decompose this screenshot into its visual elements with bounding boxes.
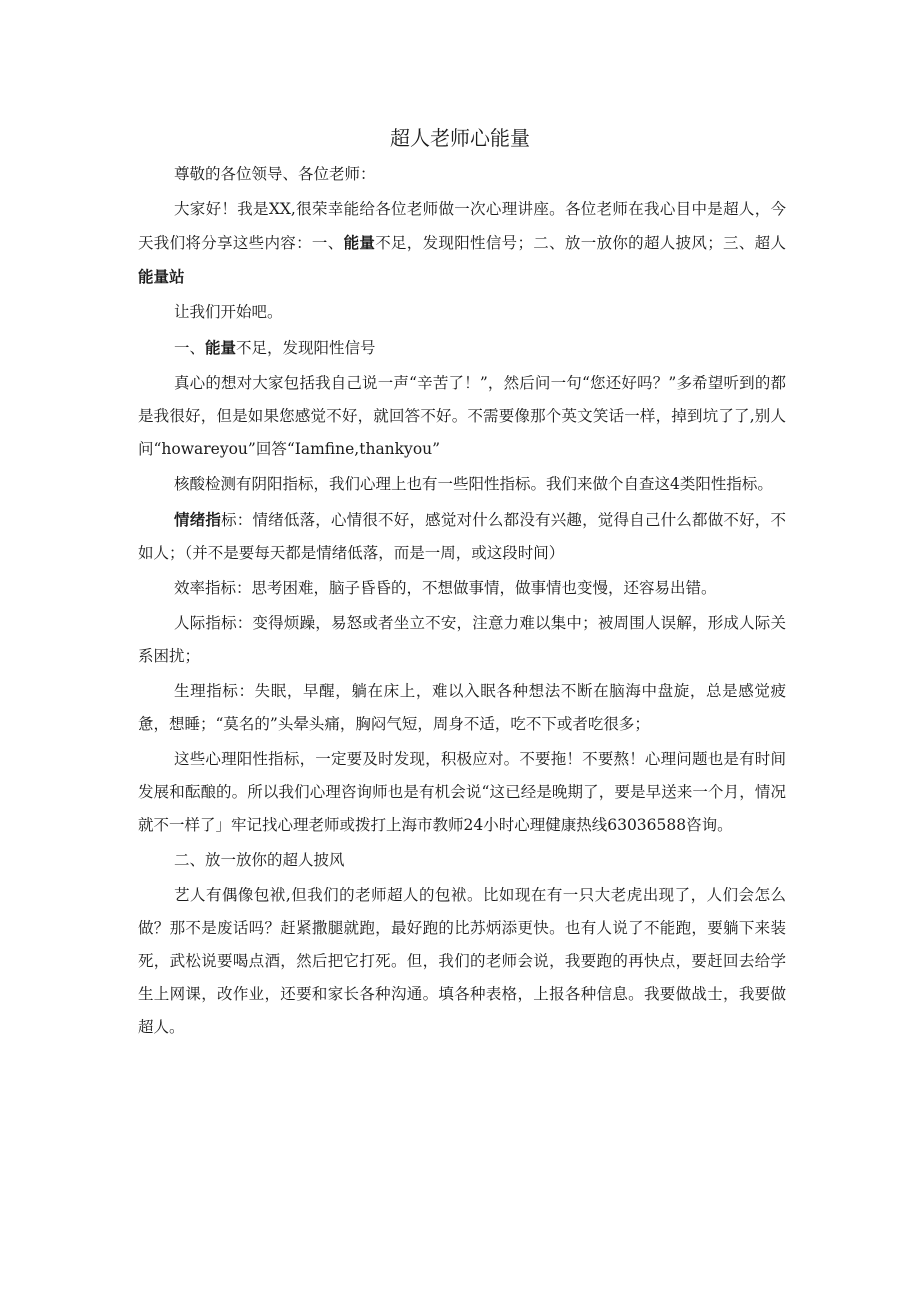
emotion-indicator-paragraph: 情绪指标：情绪低落，心情很不好，感觉对什么都没有兴趣，觉得自己什么都做不好，不如人；（并不是要每天都是情绪低落，而是一周，或这段时间） [138,510,786,562]
start-paragraph: 让我们开始吧。 [174,303,283,321]
greeting-paragraph: 尊敬的各位领导、各位老师： [174,165,376,183]
social-indicator-paragraph: 人际指标：变得烦躁，易怒或者坐立不安，注意力难以集中；被周围人误解，形成人际关系困扰； [138,614,786,665]
document-title: 超人老师心能量 [390,126,530,150]
superhero-cape-paragraph: 艺人有偶像包袱,但我们的老师超人的包袱。比如现在有一只大老虎出现了，人们会怎么做？那不是废话吗？赶紧撒腿就跑，最好跑的比苏炳添更快。也有人说了不能跑，要躺下来装死，武松说要喝点酒，然后把它打死。但，我们的老师会说，我要跑的再快点，要赶回去给学生上网课，改作业，还要和家长各种沟通。填各种表格，上报各种信息。我要做战士，我要做超人。 [138,886,786,1036]
section-heading-2: 二、放一放你的超人披风 [174,851,345,869]
timely-response-paragraph: 这些心理阳性指标，一定要及时发现，积极应对。不要拖！不要熬！心理问题也是有时间发展和酝酿的。所以我们心理咨询师也是有机会说“这已经是晚期了，要是早送来一个月，情况就不一样了」牢记找心理老师或拨打上海市教师24小时心理健康热线63036588咨询。 [138,750,786,834]
section-heading-1: 一、能量不足，发现阳性信号 [174,338,376,357]
document-body [138,158,786,1046]
efficiency-indicator-paragraph: 效率指标：思考困难，脑子昏昏的，不想做事情，做事情也变慢，还容易出错。 [174,579,717,597]
intro-paragraph: 大家好！我是XX,很荣幸能给各位老师做一次心理讲座。各位老师在我心目中是超人，今天我们将分享这些内容：一、能量不足，发现阳性信号；二、放一放你的超人披风；三、超人能量站 [138,200,786,286]
positive-indicators-paragraph: 核酸检测有阴阳指标，我们心理上也有一些阳性指标。我们来做个自查这4类阳性指标。 [174,475,773,493]
greeting-question-paragraph: 真心的想对大家包括我自己说一声“辛苦了！”，然后问一句“您还好吗？”多希望听到的都是我很好，但是如果您感觉不好，就回答不好。不需要像那个英文笑话一样，掉到坑了了,别人问“howareyou”回答“Iamfine,thankyou” [138,374,786,458]
physiology-indicator-paragraph: 生理指标：失眠，早醒，躺在床上，难以入眠各种想法不断在脑海中盘旋，总是感觉疲惫，想睡；“莫名的”头晕头痛，胸闷气短，周身不适，吃不下或者吃很多； [138,682,786,733]
